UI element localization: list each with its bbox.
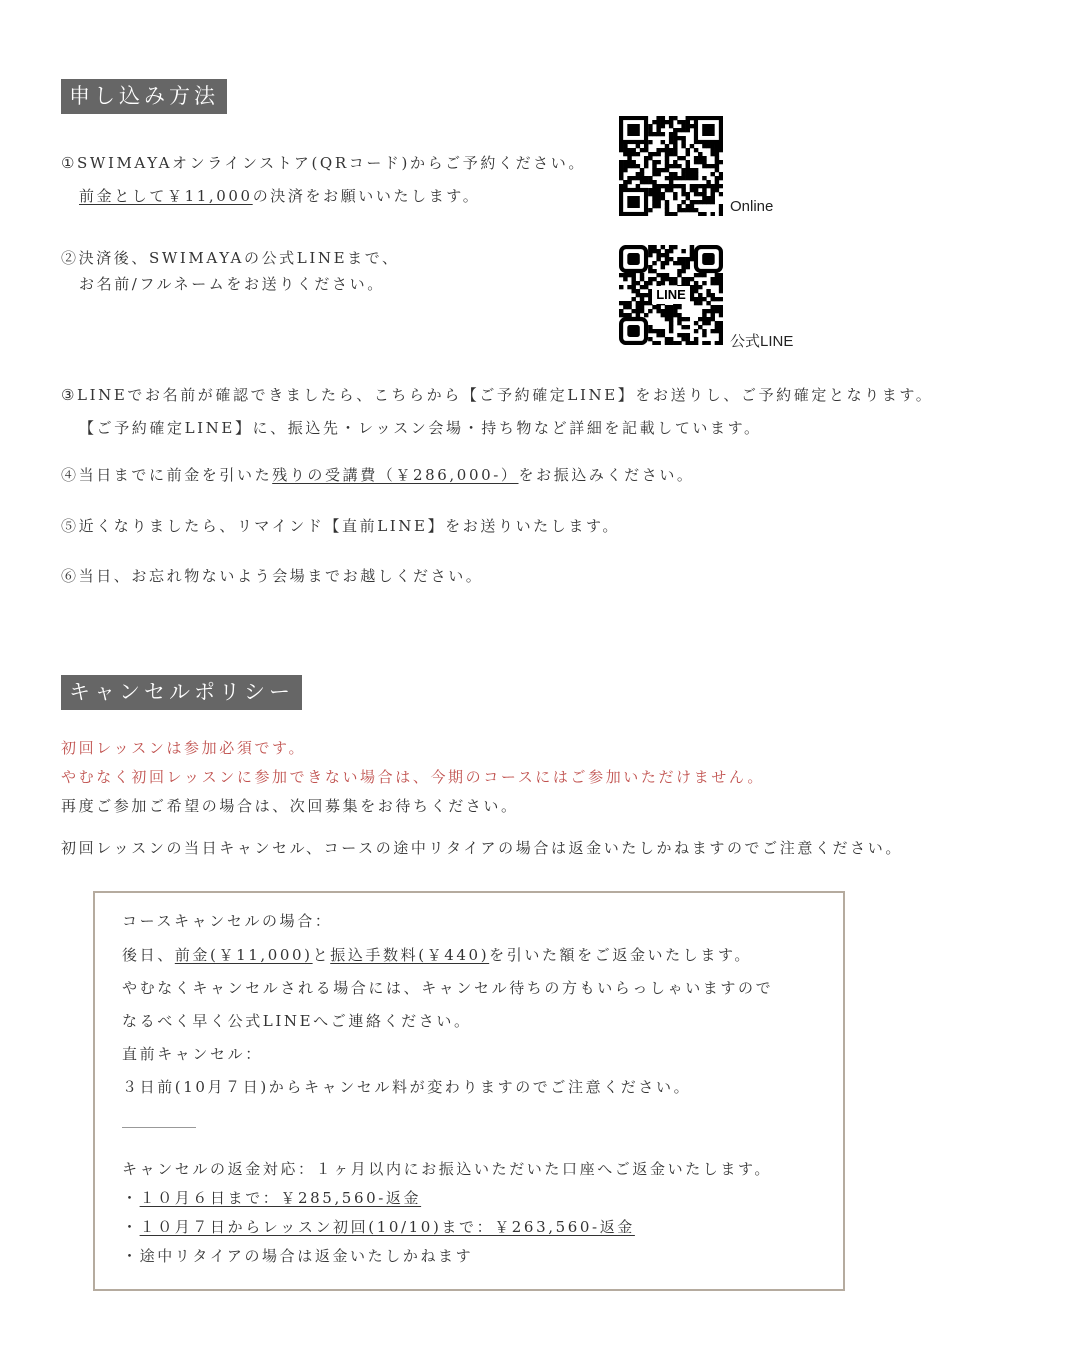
box-bullet2 xyxy=(122,1216,635,1238)
bullet3-text: 途中リタイアの場合は返金いたしかねます xyxy=(139,1247,474,1265)
step2-line1: ②決済後、SWIMAYAの公式LINEまで、 xyxy=(61,249,400,267)
bullet2-text: １０月７日からレッスン初回(10/10)まで：￥263,560-返金 xyxy=(139,1218,635,1236)
box-divider xyxy=(122,1127,196,1128)
cancel-policy-heading: キャンセルポリシー xyxy=(61,675,302,710)
step2-line2: お名前/フルネームをお送りください。 xyxy=(79,275,385,293)
box-refund-mid: と xyxy=(312,946,331,964)
qr-line-label: 公式LINE xyxy=(730,333,794,350)
box-refund-after: を引いた額をご返金いたします。 xyxy=(489,946,752,964)
bullet-dot: ・ xyxy=(122,1189,140,1207)
step6-line: ⑥当日、お忘れ物ないよう会場までお越しください。 xyxy=(61,567,484,585)
box-line3: やむなくキャンセルされる場合には、キャンセル待ちの方もいらっしゃいますので xyxy=(122,979,774,997)
box-transfer-fee: 振込手数料(￥440) xyxy=(330,946,490,964)
bullet-dot: ・ xyxy=(122,1218,140,1236)
bullet-dot: ・ xyxy=(122,1247,140,1265)
step1-line2-rest: の決済をお願いいたします。 xyxy=(252,187,481,205)
cancel-line3: 再度ご参加ご希望の場合は、次回募集をお待ちください。 xyxy=(61,797,519,815)
qr-code-online-icon[interactable] xyxy=(619,116,723,216)
step5-line: ⑤近くなりましたら、リマインド【直前LINE】をお送りいたします。 xyxy=(61,517,620,535)
box-line5: 直前キャンセル： xyxy=(122,1045,263,1063)
cancel-red-line2: やむなく初回レッスンに参加できない場合は、今期のコースにはご参加いただけません。 xyxy=(61,768,766,786)
box-bullet3 xyxy=(122,1245,473,1267)
deposit-amount: 前金として￥11,000 xyxy=(79,187,253,205)
qr-code-line-icon[interactable] xyxy=(619,245,723,345)
box-refund-before: 後日、 xyxy=(122,946,175,964)
step4-after: をお振込みください。 xyxy=(518,466,695,484)
step3-line2: 【ご予約確定LINE】に、振込先・レッスン会場・持ち物など詳細を記載しています。 xyxy=(79,419,762,437)
step4-before: ④当日までに前金を引いた xyxy=(61,466,273,484)
qr-line-center-logo: LINE xyxy=(652,286,690,304)
step1-line2 xyxy=(79,185,480,207)
box-deposit: 前金(￥11,000) xyxy=(174,946,313,964)
step4-line xyxy=(61,464,695,486)
box-line6: ３日前(10月７日)からキャンセル料が変わりますのでご注意ください。 xyxy=(122,1078,692,1096)
bullet1-text: １０月６日まで：￥285,560-返金 xyxy=(139,1189,422,1207)
qr-online-label: Online xyxy=(730,198,774,215)
cancel-line4: 初回レッスンの当日キャンセル、コースの途中リタイアの場合は返金いたしかねますのでご注意ください。 xyxy=(61,839,903,857)
application-heading: 申し込み方法 xyxy=(61,79,227,114)
step1-line1: ①SWIMAYAオンラインストア(QRコード)からご予約ください。 xyxy=(61,154,586,172)
step3-line1: ③LINEでお名前が確認できましたら、こちらから【ご予約確定LINE】をお送りし、ご予約確定となります。 xyxy=(61,386,934,404)
remaining-fee: 残りの受講費（￥286,000-） xyxy=(272,466,519,484)
box-refund-line xyxy=(122,944,752,966)
box-line4: なるべく早く公式LINEへご連絡ください。 xyxy=(122,1012,472,1030)
box-bullet1 xyxy=(122,1187,421,1209)
cancel-red-line1: 初回レッスンは参加必須です。 xyxy=(61,739,307,757)
box-title: コースキャンセルの場合： xyxy=(122,912,333,930)
box-refund-policy: キャンセルの返金対応：１ヶ月以内にお振込いただいた口座へご返金いたします。 xyxy=(122,1160,773,1178)
